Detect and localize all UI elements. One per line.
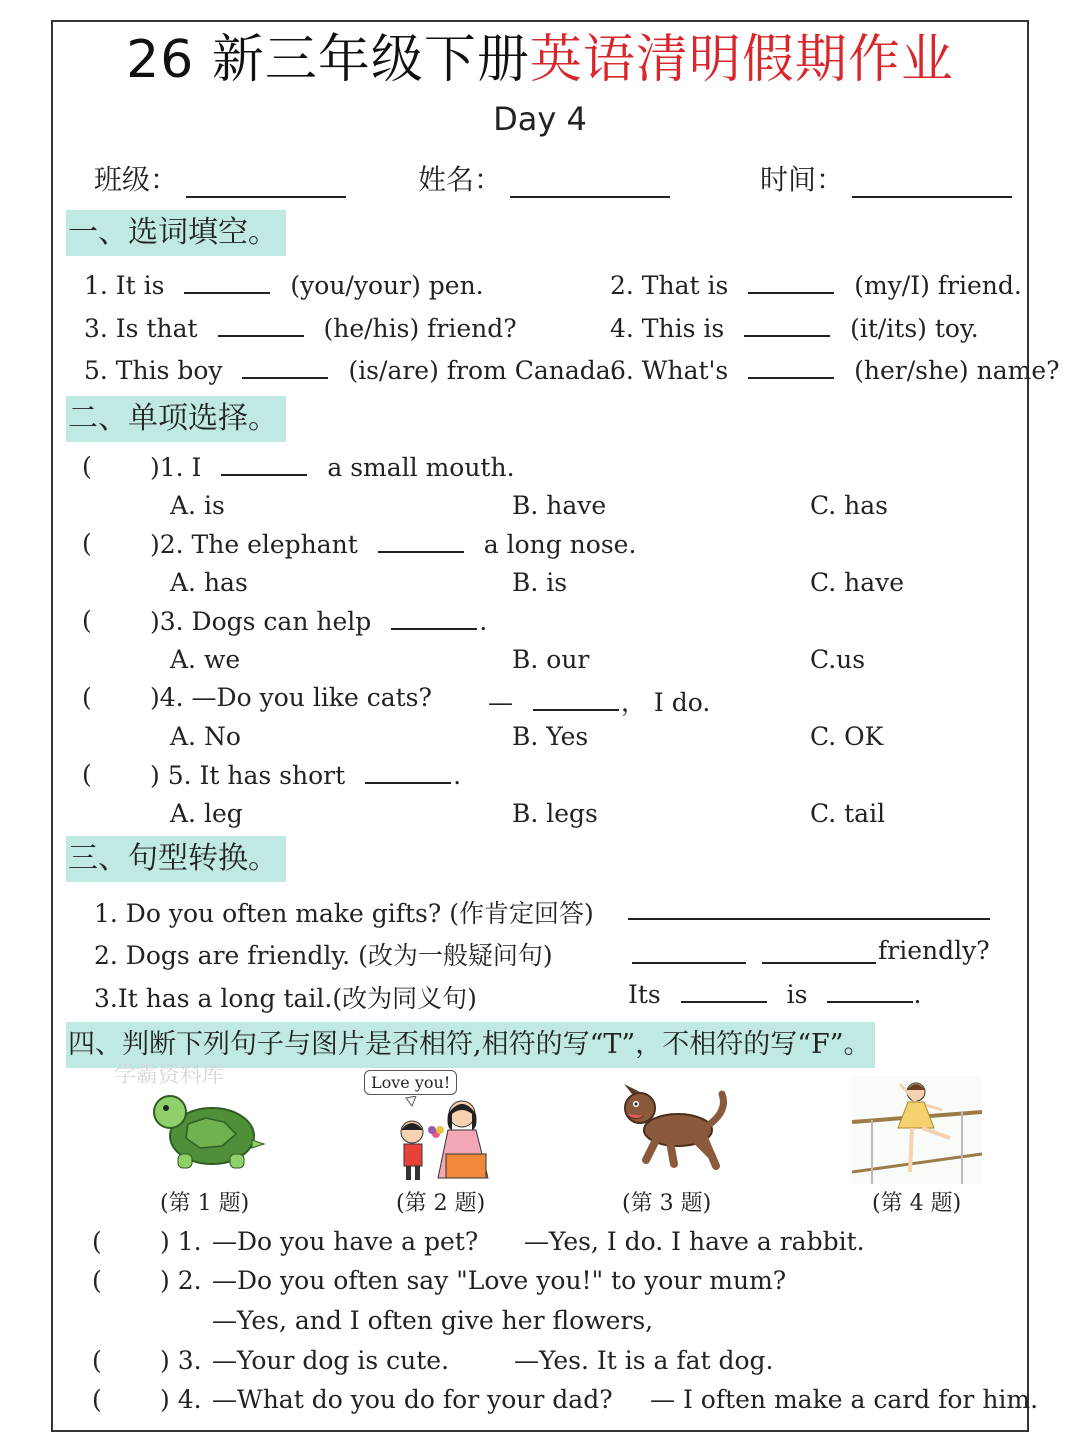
time-label: 时间： bbox=[760, 163, 845, 196]
s1-item-6: 6. What's (her/she) name? bbox=[610, 356, 1060, 385]
title-black: 26 新三年级下册 bbox=[126, 30, 530, 90]
s4-num-2: ) 2. bbox=[160, 1266, 202, 1295]
s1-item-4: 4. This is (it/its) toy. bbox=[610, 314, 979, 343]
s4-answer-4: — I often make a card for him. bbox=[650, 1385, 1039, 1414]
s2-q1-option-c[interactable]: C. has bbox=[810, 491, 888, 520]
s1-item-5: 5. This boy (is/are) from Canada. bbox=[84, 356, 619, 385]
s2-question-4-answer: — ， I do. bbox=[488, 688, 711, 717]
s2-paren-3[interactable]: ( bbox=[82, 606, 92, 635]
name-label: 姓名： bbox=[418, 163, 503, 196]
s2-question-5: ) 5. It has short . bbox=[150, 761, 462, 790]
girl-mum-flowers-image bbox=[392, 1096, 504, 1182]
s2-q5-option-a[interactable]: A. leg bbox=[170, 799, 243, 828]
time-field bbox=[760, 158, 1012, 198]
s2-q3-option-b[interactable]: B. our bbox=[512, 645, 590, 674]
s2-q1-option-a[interactable]: A. is bbox=[170, 491, 225, 520]
name-input[interactable] bbox=[510, 162, 670, 198]
s3-item-2: 2. Dogs are friendly. (改为一般疑问句) bbox=[94, 941, 553, 970]
day-label: Day 4 bbox=[493, 100, 587, 138]
ballet-girl-image bbox=[852, 1076, 982, 1184]
title-red: 英语清明假期作业 bbox=[529, 30, 954, 90]
s2-q4-option-c[interactable]: C. OK bbox=[810, 722, 884, 751]
section4-heading: 四、判断下列句子与图片是否相符,相符的写“T”，不相符的写“F”。 bbox=[66, 1022, 875, 1068]
s4-answer-2: —Yes, and I often give her flowers, bbox=[212, 1306, 654, 1335]
s2-paren-2[interactable]: ( bbox=[82, 529, 92, 558]
s3-answer-line-2a[interactable] bbox=[632, 962, 746, 964]
caption-1: (第 1 题) bbox=[160, 1191, 250, 1216]
s2-q5-option-b[interactable]: B. legs bbox=[512, 799, 598, 828]
s4-question-1: —Do you have a pet? bbox=[212, 1227, 479, 1256]
s4-answer-3: —Yes. It is a fat dog. bbox=[514, 1346, 774, 1375]
caption-4: (第 4 题) bbox=[872, 1191, 962, 1216]
s4-answer-1: —Yes, I do. I have a rabbit. bbox=[524, 1227, 865, 1256]
s2-question-4: )4. —Do you like cats? bbox=[150, 683, 432, 712]
s3-item-3: 3.It has a long tail.(改为同义句) bbox=[94, 984, 477, 1013]
class-field bbox=[94, 158, 346, 198]
s4-question-4: —What do you do for your dad? bbox=[212, 1385, 613, 1414]
s1-item-3: 3. Is that (he/his) friend? bbox=[84, 314, 517, 343]
s2-paren-5[interactable]: ( bbox=[82, 760, 92, 789]
section2-heading: 二、单项选择。 bbox=[66, 396, 286, 442]
s2-q3-option-c[interactable]: C.us bbox=[810, 645, 866, 674]
s2-question-1: )1. I a small mouth. bbox=[150, 453, 515, 482]
watermark: 学霸资料库 bbox=[114, 1063, 225, 1088]
s4-paren-2[interactable]: ( bbox=[92, 1266, 102, 1295]
s4-paren-3[interactable]: ( bbox=[92, 1346, 102, 1375]
s4-paren-4[interactable]: ( bbox=[92, 1385, 102, 1414]
section3-heading: 三、句型转换。 bbox=[66, 836, 286, 882]
time-input[interactable] bbox=[852, 162, 1012, 198]
s2-paren-1[interactable]: ( bbox=[82, 452, 92, 481]
page-title bbox=[0, 28, 1080, 92]
s2-q4-option-a[interactable]: A. No bbox=[170, 722, 241, 751]
turtle-image bbox=[148, 1088, 266, 1172]
s4-num-4: ) 4. bbox=[160, 1385, 202, 1414]
s4-num-3: ) 3. bbox=[160, 1346, 202, 1375]
s2-q3-option-a[interactable]: A. we bbox=[170, 645, 241, 674]
caption-2: (第 2 题) bbox=[396, 1191, 486, 1216]
s3-item-3-answer: Its is . bbox=[628, 980, 922, 1009]
s1-blank-2[interactable] bbox=[748, 270, 834, 294]
s1-blank-6[interactable] bbox=[748, 355, 834, 379]
s1-item-2: 2. That is (my/I) friend. bbox=[610, 271, 1022, 300]
s2-paren-4[interactable]: ( bbox=[82, 683, 92, 712]
name-field bbox=[418, 158, 670, 198]
dog-image bbox=[616, 1080, 732, 1172]
s2-q1-option-b[interactable]: B. have bbox=[512, 491, 607, 520]
s2-question-3: )3. Dogs can help . bbox=[150, 607, 488, 636]
s4-question-2: —Do you often say "Love you!" to your mum? bbox=[212, 1266, 787, 1295]
s4-question-3: —Your dog is cute. bbox=[212, 1346, 450, 1375]
s1-blank-4[interactable] bbox=[744, 313, 830, 337]
s3-item-1: 1. Do you often make gifts? (作肯定回答) bbox=[94, 899, 594, 928]
s2-q2-option-b[interactable]: B. is bbox=[512, 568, 568, 597]
section1-heading: 一、选词填空。 bbox=[66, 210, 286, 256]
class-input[interactable] bbox=[186, 162, 346, 198]
s3-answer-line-2b[interactable] bbox=[762, 962, 876, 964]
s1-item-1: 1. It is (you/your) pen. bbox=[84, 271, 484, 300]
s3-item-2-tail: friendly? bbox=[878, 936, 990, 965]
speech-bubble: Love you! bbox=[364, 1070, 457, 1095]
s2-q2-option-c[interactable]: C. have bbox=[810, 568, 905, 597]
s1-blank-3[interactable] bbox=[218, 313, 304, 337]
s1-blank-1[interactable] bbox=[184, 270, 270, 294]
s2-question-2: )2. The elephant a long nose. bbox=[150, 530, 637, 559]
s2-q4-option-b[interactable]: B. Yes bbox=[512, 722, 589, 751]
s2-q2-option-a[interactable]: A. has bbox=[170, 568, 248, 597]
caption-3: (第 3 题) bbox=[622, 1191, 712, 1216]
s4-num-1: ) 1. bbox=[160, 1227, 202, 1256]
class-label: 班级： bbox=[94, 163, 179, 196]
s3-answer-line-1[interactable] bbox=[628, 918, 990, 920]
s2-q5-option-c[interactable]: C. tail bbox=[810, 799, 886, 828]
s1-blank-5[interactable] bbox=[242, 355, 328, 379]
s4-paren-1[interactable]: ( bbox=[92, 1227, 102, 1256]
